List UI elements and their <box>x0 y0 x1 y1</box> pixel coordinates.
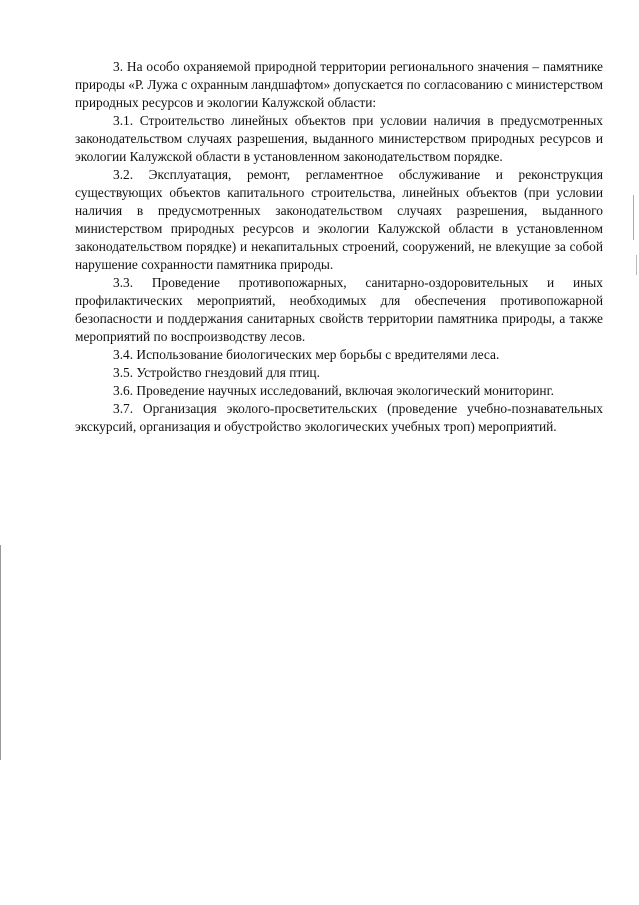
paragraph-3-3: 3.3. Проведение противопожарных, санитарно-оздоровительных и иных профилактических мероприятий, необходимых для обеспечения противопожарной безопасности и поддержания санитарных свойств территории памятника природы, а также мероприятий по воспроизводству лесов. <box>75 275 603 344</box>
paragraph-3-4: 3.4. Использование биологических мер борьбы с вредителями леса. <box>113 347 500 362</box>
paragraph-3-5: 3.5. Устройство гнездовий для птиц. <box>113 365 320 380</box>
paragraph-3: 3. На особо охраняемой природной территории регионального значения – памятнике природы «Р. Лужа с охранным ландшафтом» допускается по согласованию с министерством природных ресурсов и экологии Калужской области: <box>75 59 603 110</box>
document-body <box>75 58 603 436</box>
paragraph-3-7: 3.7. Организация эколого-просветительских (проведение учебно-познавательных экскурсий, организация и обустройство экологических учебных троп) мероприятий. <box>75 401 603 434</box>
paragraph-3-1: 3.1. Строительство линейных объектов при условии наличия в предусмотренных законодательством случаях разрешения, выданного министерством природных ресурсов и экологии Калужской области в установленном законодательством порядке. <box>75 113 603 164</box>
paragraph-3-2: 3.2. Эксплуатация, ремонт, регламентное обслуживание и реконструкция существующих объектов капитального строительства, линейных объектов (при условии наличия в предусмотренных законодательством случаях разрешения, выданного министерством природных ресурсов и экологии Калужской области в установленном законодательством порядке) и некапитальных строений, сооружений, не влекущие за собой нарушение сохранности памятника природы. <box>75 167 603 272</box>
paragraph-3-6: 3.6. Проведение научных исследований, включая экологический мониторинг. <box>113 383 554 398</box>
scan-artifact-right-2 <box>636 255 637 275</box>
scan-artifact-left <box>0 545 1 760</box>
scan-artifact-right <box>633 195 634 240</box>
